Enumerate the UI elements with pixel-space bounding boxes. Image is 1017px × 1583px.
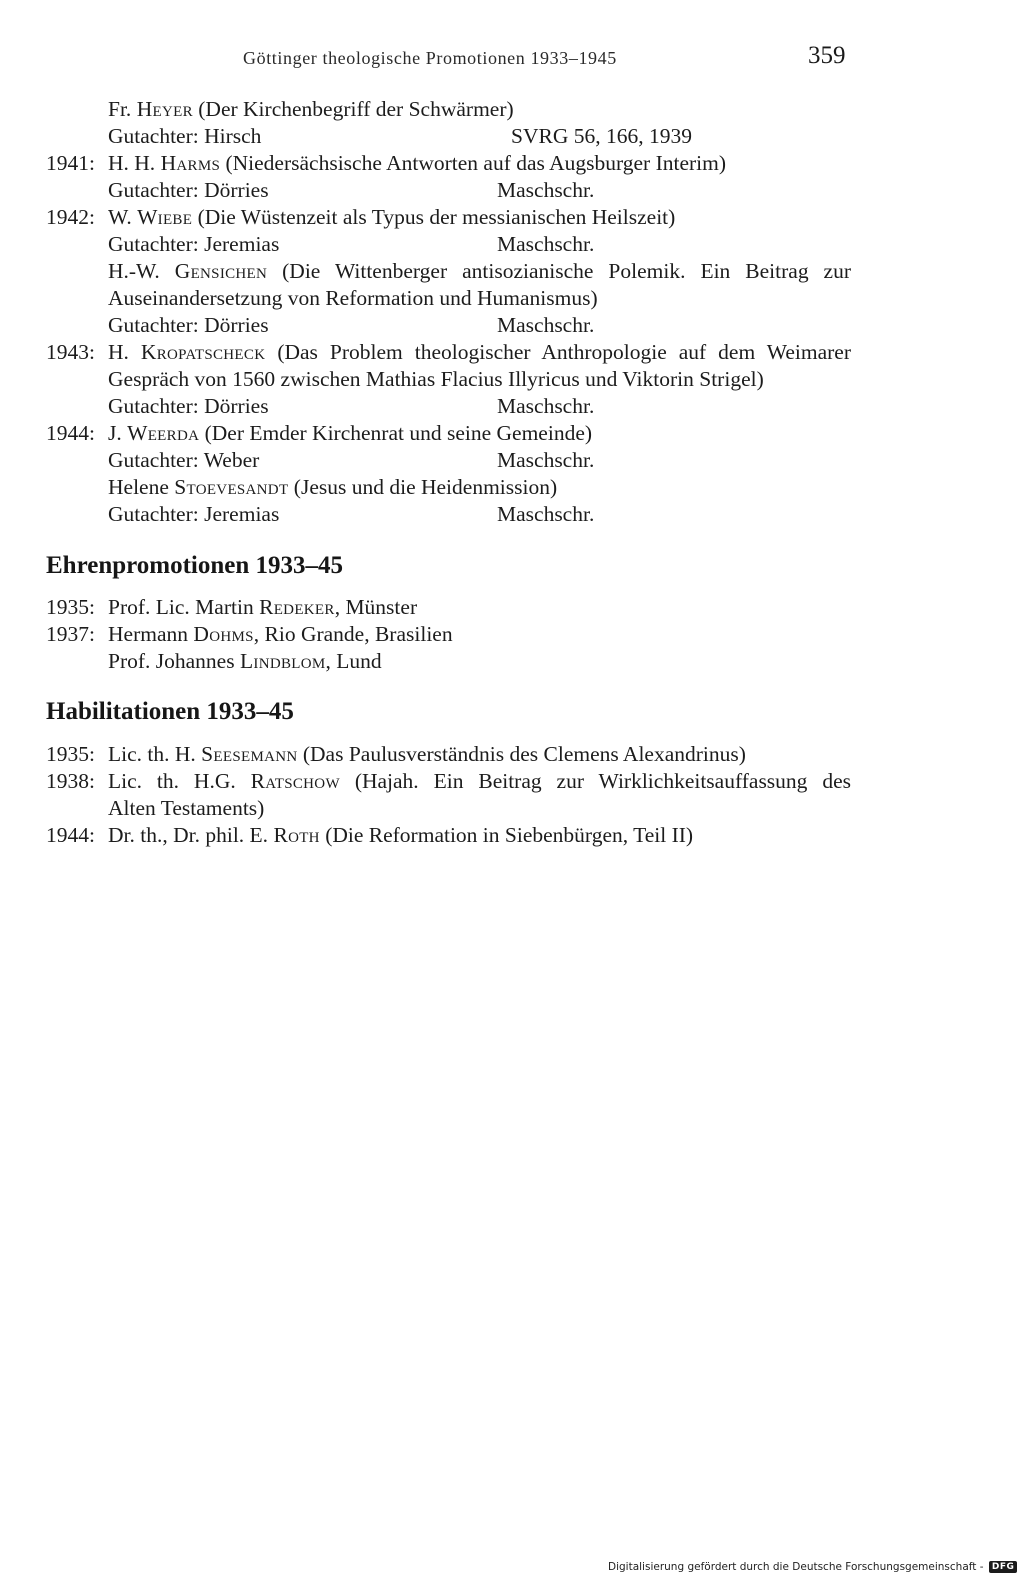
author-name: Wiebe xyxy=(137,205,193,229)
author-name: Gensichen xyxy=(174,259,268,283)
entry-text: Helene Stoevesandt (Jesus und die Heidenmission) xyxy=(108,475,558,499)
list-item xyxy=(0,420,1000,447)
list-item xyxy=(0,96,1000,123)
author-name: Heyer xyxy=(136,97,193,121)
entry-text: Fr. Heyer (Der Kirchenbegriff der Schwärmer) xyxy=(108,97,514,121)
footer-text: Digitalisierung gefördert durch die Deutsche Forschungsgemeinschaft - xyxy=(608,1561,984,1573)
author-name: Harms xyxy=(160,151,221,175)
reference: Maschschr. xyxy=(497,178,595,202)
author-name: Weerda xyxy=(127,421,200,445)
list-item xyxy=(0,204,1000,231)
entry-text: Prof. Lic. Martin Redeker, Münster xyxy=(108,595,418,619)
gutachter-line xyxy=(0,231,1000,258)
reference: SVRG 56, 166, 1939 xyxy=(511,124,692,148)
entry-text: Prof. Johannes Lindblom, Lund xyxy=(108,649,382,673)
author-name: Stoevesandt xyxy=(174,475,289,499)
gutachter: Gutachter: Jeremias xyxy=(108,502,280,526)
entry-text: H.-W. Gensichen (Die Wittenberger antisozianische Polemik. Ein Beitrag zur xyxy=(108,259,851,283)
reference: Maschschr. xyxy=(497,502,595,526)
list-item xyxy=(0,768,1000,795)
page-header xyxy=(0,42,1000,76)
gutachter: Gutachter: Weber xyxy=(108,448,260,472)
year-label: 1944: xyxy=(46,421,95,445)
author-name: Seesemann xyxy=(201,742,298,766)
year-label: 1938: xyxy=(46,769,95,793)
list-item xyxy=(0,822,1000,849)
entry-text: Lic. th. H. Seesemann (Das Paulusverständnis des Clemens Alexandrinus) xyxy=(108,742,746,766)
entry-text: H. Kropatscheck (Das Problem theologischer Anthropologie auf dem Weimarer xyxy=(108,340,851,364)
author-name: Ratschow xyxy=(250,769,340,793)
digitization-footer xyxy=(608,1561,1017,1579)
honoree-name: Redeker xyxy=(259,595,335,619)
year-label: 1935: xyxy=(46,595,95,619)
list-item xyxy=(0,648,1000,675)
entry-continuation: Alten Testaments) xyxy=(108,796,265,820)
author-name: Roth xyxy=(273,823,320,847)
gutachter-line xyxy=(0,501,1000,528)
list-item xyxy=(0,741,1000,768)
list-item xyxy=(0,621,1000,648)
gutachter-line xyxy=(0,447,1000,474)
year-label: 1942: xyxy=(46,205,95,229)
entry-text: Hermann Dohms, Rio Grande, Brasilien xyxy=(108,622,453,646)
entry-text: Lic. th. H.G. Ratschow (Hajah. Ein Beitrag zur Wirklichkeitsauffassung des xyxy=(108,769,851,793)
list-item xyxy=(0,258,1000,285)
list-item xyxy=(0,339,1000,366)
year-label: 1935: xyxy=(46,742,95,766)
year-label: 1937: xyxy=(46,622,95,646)
gutachter: Gutachter: Dörries xyxy=(108,394,269,418)
gutachter: Gutachter: Jeremias xyxy=(108,232,280,256)
reference: Maschschr. xyxy=(497,232,595,256)
gutachter-line xyxy=(0,312,1000,339)
entry-continuation: Gespräch von 1560 zwischen Mathias Flacius Illyricus und Viktorin Strigel) xyxy=(108,367,764,391)
gutachter: Gutachter: Dörries xyxy=(108,313,269,337)
dfg-logo: DFG xyxy=(989,1561,1017,1573)
gutachter: Gutachter: Hirsch xyxy=(108,124,262,148)
reference: Maschschr. xyxy=(497,394,595,418)
list-item xyxy=(0,474,1000,501)
entry-text: Dr. th., Dr. phil. E. Roth (Die Reformation in Siebenbürgen, Teil II) xyxy=(108,823,694,847)
list-item xyxy=(0,150,1000,177)
running-title: Göttinger theologische Promotionen 1933–1945 xyxy=(243,48,617,68)
entry-text: H. H. Harms (Niedersächsische Antworten auf das Augsburger Interim) xyxy=(108,151,727,175)
honoree-name: Dohms xyxy=(193,622,254,646)
year-label: 1944: xyxy=(46,823,95,847)
honoree-name: Lindblom xyxy=(239,649,326,673)
reference: Maschschr. xyxy=(497,448,595,472)
section-heading-habilitationen: Habilitationen 1933–45 xyxy=(46,698,294,725)
year-label: 1941: xyxy=(46,151,95,175)
gutachter-line xyxy=(0,123,1000,150)
gutachter: Gutachter: Dörries xyxy=(108,178,269,202)
page-number: 359 xyxy=(808,42,846,69)
reference: Maschschr. xyxy=(497,313,595,337)
entry-continuation: Auseinandersetzung von Reformation und Humanismus) xyxy=(108,286,598,310)
entry-text: W. Wiebe (Die Wüstenzeit als Typus der messianischen Heilszeit) xyxy=(108,205,676,229)
gutachter-line xyxy=(0,177,1000,204)
year-label: 1943: xyxy=(46,340,95,364)
list-item xyxy=(0,594,1000,621)
gutachter-line xyxy=(0,393,1000,420)
section-heading-ehrenpromotionen: Ehrenpromotionen 1933–45 xyxy=(46,552,344,579)
entry-text: J. Weerda (Der Emder Kirchenrat und seine Gemeinde) xyxy=(108,421,593,445)
author-name: Kropatscheck xyxy=(140,340,266,364)
